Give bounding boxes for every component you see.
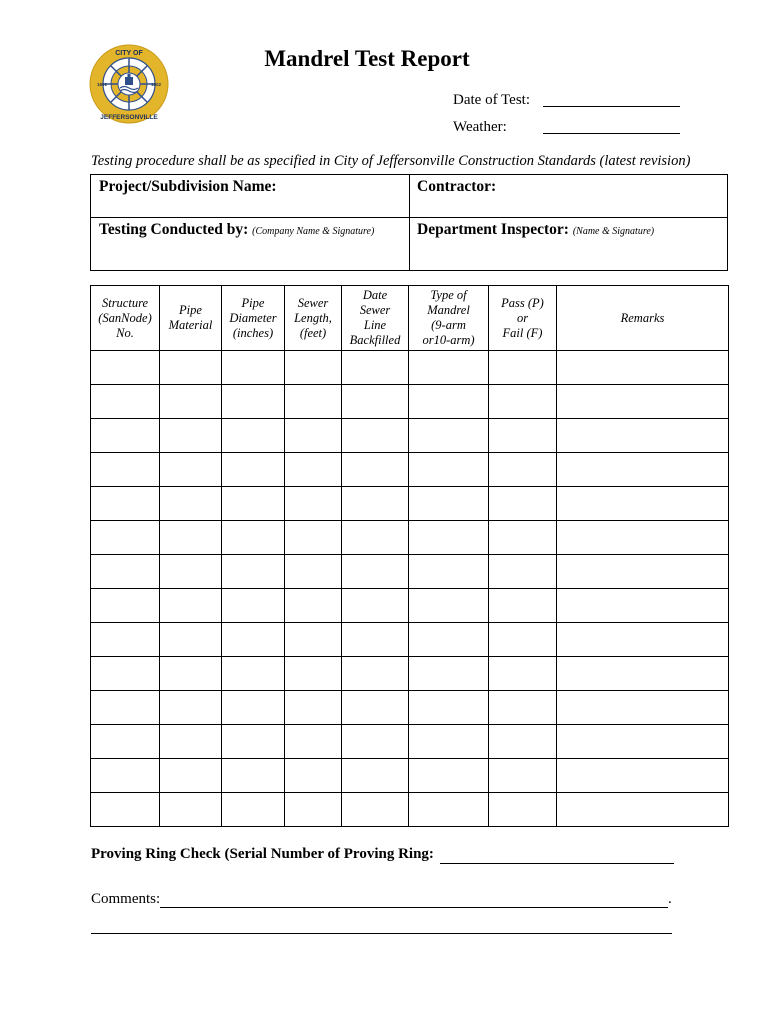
table-header-row (91, 286, 729, 351)
table-row (91, 657, 729, 691)
cell-mandrel-type[interactable] (409, 589, 489, 623)
comments-label: Comments: (91, 891, 161, 907)
cell-structure-no[interactable] (91, 623, 160, 657)
cell-structure-no[interactable] (91, 453, 160, 487)
cell-structure-no[interactable] (91, 691, 160, 725)
cell-sewer-length[interactable] (285, 555, 342, 589)
table-row (91, 691, 729, 725)
cell-pipe-diameter[interactable] (222, 759, 285, 793)
cell-remarks[interactable] (557, 759, 729, 793)
cell-mandrel-type[interactable] (409, 657, 489, 691)
cell-sewer-length[interactable] (285, 623, 342, 657)
cell-date-backfilled[interactable] (342, 419, 409, 453)
cell-pipe-diameter[interactable] (222, 521, 285, 555)
project-name-field[interactable] (99, 178, 277, 196)
cell-pipe-diameter[interactable] (222, 419, 285, 453)
cell-mandrel-type[interactable] (409, 419, 489, 453)
table-row (91, 419, 729, 453)
cell-pass-fail[interactable] (489, 623, 557, 657)
cell-pipe-diameter[interactable] (222, 793, 285, 827)
info-divider-horizontal (91, 217, 727, 218)
cell-sewer-length[interactable] (285, 453, 342, 487)
testing-conducted-field[interactable] (99, 221, 374, 239)
testing-conducted-hint: (Company Name & Signature) (252, 226, 375, 237)
date-of-test-field[interactable] (543, 106, 680, 107)
cell-structure-no[interactable] (91, 487, 160, 521)
weather-field[interactable] (543, 133, 680, 134)
cell-sewer-length[interactable] (285, 759, 342, 793)
table-row (91, 759, 729, 793)
cell-pass-fail[interactable] (489, 589, 557, 623)
cell-pass-fail[interactable] (489, 453, 557, 487)
cell-date-backfilled[interactable] (342, 487, 409, 521)
table-row (91, 623, 729, 657)
cell-sewer-length[interactable] (285, 793, 342, 827)
cell-pipe-material[interactable] (160, 759, 222, 793)
table-row (91, 487, 729, 521)
header-pipe-material: Pipe Material (160, 286, 222, 351)
table-row (91, 555, 729, 589)
cell-structure-no[interactable] (91, 555, 160, 589)
proving-ring-serial-field[interactable] (440, 863, 674, 864)
cell-pipe-diameter[interactable] (222, 351, 285, 385)
comments-field-line-2[interactable] (91, 933, 672, 934)
table-row (91, 793, 729, 827)
cell-sewer-length[interactable] (285, 351, 342, 385)
seal-year-right: 1802 (151, 82, 162, 87)
cell-sewer-length[interactable] (285, 725, 342, 759)
cell-date-backfilled[interactable] (342, 521, 409, 555)
weather-label: Weather: (453, 119, 507, 135)
cell-pass-fail[interactable] (489, 725, 557, 759)
cell-remarks[interactable] (557, 385, 729, 419)
cell-pipe-diameter[interactable] (222, 487, 285, 521)
department-inspector-hint: (Name & Signature) (572, 226, 655, 237)
cell-pipe-material[interactable] (160, 521, 222, 555)
table-row (91, 521, 729, 555)
project-name-label: Project/Subdivision Name: (99, 178, 277, 195)
cell-pipe-diameter[interactable] (222, 589, 285, 623)
proving-ring-label: Proving Ring Check (Serial Number of Proving Ring: (91, 846, 434, 862)
cell-sewer-length[interactable] (285, 589, 342, 623)
cell-remarks[interactable] (557, 487, 729, 521)
header-mandrel-type: Type of Mandrel (9-arm or10-arm) (409, 286, 489, 351)
cell-pipe-material[interactable] (160, 555, 222, 589)
department-inspector-label: Department Inspector: (417, 221, 569, 238)
cell-sewer-length[interactable] (285, 521, 342, 555)
seal-year-left: 1801 (97, 82, 108, 87)
mandrel-test-table (90, 285, 729, 827)
cell-date-backfilled[interactable] (342, 385, 409, 419)
cell-remarks[interactable] (557, 453, 729, 487)
cell-pass-fail[interactable] (489, 657, 557, 691)
cell-structure-no[interactable] (91, 657, 160, 691)
cell-structure-no[interactable] (91, 385, 160, 419)
cell-pipe-diameter[interactable] (222, 725, 285, 759)
info-divider-vertical (409, 175, 410, 270)
cell-pass-fail[interactable] (489, 793, 557, 827)
cell-pass-fail[interactable] (489, 385, 557, 419)
cell-pipe-diameter[interactable] (222, 555, 285, 589)
cell-pipe-material[interactable] (160, 453, 222, 487)
cell-pass-fail[interactable] (489, 487, 557, 521)
cell-structure-no[interactable] (91, 351, 160, 385)
cell-pass-fail[interactable] (489, 691, 557, 725)
cell-structure-no[interactable] (91, 759, 160, 793)
cell-pipe-material[interactable] (160, 487, 222, 521)
project-info-box (90, 174, 728, 271)
cell-pipe-material[interactable] (160, 793, 222, 827)
cell-mandrel-type[interactable] (409, 725, 489, 759)
header-remarks: Remarks (557, 286, 729, 351)
cell-date-backfilled[interactable] (342, 555, 409, 589)
cell-remarks[interactable] (557, 589, 729, 623)
header-pass-fail: Pass (P) or Fail (F) (489, 286, 557, 351)
cell-structure-no[interactable] (91, 419, 160, 453)
cell-sewer-length[interactable] (285, 657, 342, 691)
cell-structure-no[interactable] (91, 793, 160, 827)
testing-conducted-label: Testing Conducted by: (99, 221, 249, 238)
cell-remarks[interactable] (557, 351, 729, 385)
cell-pipe-material[interactable] (160, 589, 222, 623)
cell-remarks[interactable] (557, 419, 729, 453)
cell-pass-fail[interactable] (489, 555, 557, 589)
table-row (91, 453, 729, 487)
cell-structure-no[interactable] (91, 725, 160, 759)
table-row (91, 351, 729, 385)
cell-mandrel-type[interactable] (409, 623, 489, 657)
comments-end: . (668, 891, 672, 907)
cell-pipe-material[interactable] (160, 725, 222, 759)
cell-sewer-length[interactable] (285, 691, 342, 725)
cell-sewer-length[interactable] (285, 385, 342, 419)
comments-field[interactable] (160, 907, 668, 908)
header-date-backfilled: Date Sewer Line Backfilled (342, 286, 409, 351)
cell-date-backfilled[interactable] (342, 725, 409, 759)
header-sewer-length: Sewer Length, (feet) (285, 286, 342, 351)
cell-mandrel-type[interactable] (409, 691, 489, 725)
table-body (91, 351, 729, 827)
cell-pipe-material[interactable] (160, 351, 222, 385)
date-of-test-label: Date of Test: (453, 92, 530, 108)
cell-pass-fail[interactable] (489, 419, 557, 453)
table-row (91, 725, 729, 759)
seal-text-top: CITY OF (115, 50, 143, 57)
cell-remarks[interactable] (557, 725, 729, 759)
cell-mandrel-type[interactable] (409, 521, 489, 555)
cell-sewer-length[interactable] (285, 419, 342, 453)
cell-pass-fail[interactable] (489, 759, 557, 793)
page-title: Mandrel Test Report (264, 46, 470, 71)
cell-pipe-diameter[interactable] (222, 657, 285, 691)
cell-pipe-material[interactable] (160, 623, 222, 657)
cell-mandrel-type[interactable] (409, 385, 489, 419)
cell-sewer-length[interactable] (285, 487, 342, 521)
contractor-field[interactable] (417, 178, 496, 196)
cell-pipe-material[interactable] (160, 657, 222, 691)
cell-mandrel-type[interactable] (409, 759, 489, 793)
cell-remarks[interactable] (557, 623, 729, 657)
cell-pass-fail[interactable] (489, 351, 557, 385)
procedure-note: Testing procedure shall be as specified in City of Jeffersonville Construction Standards (latest revision) (91, 153, 691, 169)
cell-date-backfilled[interactable] (342, 657, 409, 691)
cell-pass-fail[interactable] (489, 521, 557, 555)
cell-mandrel-type[interactable] (409, 351, 489, 385)
cell-pipe-material[interactable] (160, 691, 222, 725)
cell-remarks[interactable] (557, 657, 729, 691)
table-row (91, 385, 729, 419)
cell-remarks[interactable] (557, 691, 729, 725)
cell-structure-no[interactable] (91, 521, 160, 555)
table-row (91, 589, 729, 623)
cell-mandrel-type[interactable] (409, 793, 489, 827)
cell-remarks[interactable] (557, 521, 729, 555)
cell-mandrel-type[interactable] (409, 453, 489, 487)
cell-pipe-material[interactable] (160, 385, 222, 419)
cell-date-backfilled[interactable] (342, 793, 409, 827)
contractor-label: Contractor: (417, 178, 497, 195)
cell-pipe-diameter[interactable] (222, 623, 285, 657)
seal-text-bottom: JEFFERSONVILLE (100, 114, 158, 121)
cell-structure-no[interactable] (91, 589, 160, 623)
department-inspector-field[interactable] (417, 221, 654, 239)
cell-remarks[interactable] (557, 793, 729, 827)
cell-pipe-diameter[interactable] (222, 691, 285, 725)
cell-remarks[interactable] (557, 555, 729, 589)
cell-date-backfilled[interactable] (342, 453, 409, 487)
cell-date-backfilled[interactable] (342, 623, 409, 657)
cell-pipe-diameter[interactable] (222, 453, 285, 487)
cell-date-backfilled[interactable] (342, 759, 409, 793)
cell-mandrel-type[interactable] (409, 555, 489, 589)
header-pipe-diameter: Pipe Diameter (inches) (222, 286, 285, 351)
cell-date-backfilled[interactable] (342, 589, 409, 623)
cell-date-backfilled[interactable] (342, 351, 409, 385)
cell-mandrel-type[interactable] (409, 487, 489, 521)
header-structure-no: Structure (SanNode) No. (91, 286, 160, 351)
cell-date-backfilled[interactable] (342, 691, 409, 725)
cell-pipe-diameter[interactable] (222, 385, 285, 419)
cell-pipe-material[interactable] (160, 419, 222, 453)
